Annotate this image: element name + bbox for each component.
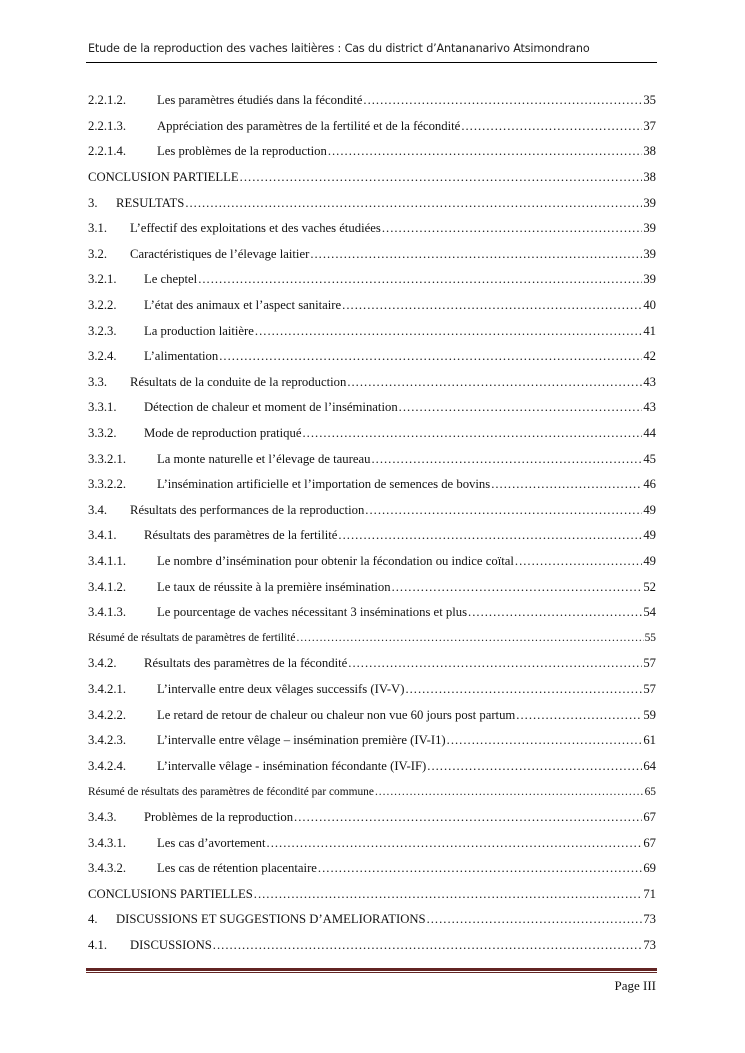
toc-entry-page: 38 [643, 170, 656, 185]
toc-entry-number: 3.4. [88, 502, 108, 517]
toc-entry-page: 59 [643, 707, 656, 722]
table-of-contents [88, 88, 656, 958]
toc-entry-title: L’effectif des exploitations et des vaches étudiées [130, 221, 381, 236]
toc-entry-title: L’alimentation [144, 349, 219, 364]
page-number: Page III [614, 978, 656, 993]
toc-entry-number: 3.4.2. [88, 656, 117, 671]
toc-entry-page: 61 [643, 733, 656, 748]
toc-leader-dots [365, 503, 642, 518]
toc-entry-title: La monte naturelle et l’élevage de taureau [157, 451, 371, 466]
toc-entry[interactable] [88, 779, 656, 805]
toc-entry-page: 57 [643, 656, 656, 671]
toc-entry[interactable] [88, 114, 656, 140]
toc-entry-page: 57 [643, 681, 656, 696]
toc-entry-number: 3.3.2. [88, 426, 117, 441]
toc-entry-title: Résumé de résultats des paramètres de fécondité par commune [88, 785, 374, 798]
toc-leader-dots [296, 632, 643, 644]
toc-entry-page: 49 [643, 502, 656, 517]
toc-entry[interactable] [88, 907, 656, 933]
toc-entry-title: Le cheptel [144, 272, 198, 287]
toc-leader-dots [318, 861, 642, 876]
toc-entry[interactable] [88, 600, 656, 626]
toc-entry-page: 46 [643, 477, 656, 492]
toc-entry-title: Le nombre d’insémination pour obtenir la fécondation ou indice coïtal [157, 553, 514, 568]
toc-entry-number: 3.2.3. [88, 323, 117, 338]
toc-entry-title: Résultats des paramètres de la fertilité [144, 528, 338, 543]
toc-entry-number: 3.3. [88, 374, 108, 389]
toc-entry-number: 3.2.4. [88, 349, 117, 364]
toc-entry-number: 3.2. [88, 246, 108, 261]
toc-entry[interactable] [88, 498, 656, 524]
footer-rule [86, 968, 657, 971]
toc-entry[interactable] [88, 267, 656, 293]
toc-entry-page: 64 [643, 758, 656, 773]
toc-leader-dots [198, 272, 642, 287]
toc-entry-number: 3.2.1. [88, 272, 117, 287]
toc-entry[interactable] [88, 139, 656, 165]
toc-entry-title: L’état des animaux et l’aspect sanitaire [144, 298, 342, 313]
toc-entry-page: 52 [643, 579, 656, 594]
toc-entry-title: Le pourcentage de vaches nécessitant 3 inséminations et plus [157, 605, 468, 620]
toc-leader-dots [447, 733, 643, 748]
toc-entry-number: 3.4.3. [88, 809, 117, 824]
toc-entry-title: RESULTATS [116, 195, 185, 210]
toc-leader-dots [461, 119, 642, 134]
toc-entry[interactable] [88, 370, 656, 396]
toc-entry[interactable] [88, 421, 656, 447]
toc-entry[interactable] [88, 677, 656, 703]
toc-entry-number: 3.4.3.1. [88, 835, 127, 850]
toc-leader-dots [219, 349, 642, 364]
toc-entry-page: 73 [643, 937, 656, 952]
toc-entry-page: 39 [643, 221, 656, 236]
running-header: Etude de la reproduction des vaches laitières : Cas du district d’Antananarivo Atsimondrano [88, 42, 590, 55]
toc-entry[interactable] [88, 523, 656, 549]
toc-leader-dots [375, 786, 644, 798]
toc-entry[interactable] [88, 881, 656, 907]
toc-leader-dots [347, 375, 642, 390]
toc-entry[interactable] [88, 293, 656, 319]
toc-entry-title: L’intervalle vêlage - insémination fécondante (IV-IF) [157, 758, 427, 773]
toc-entry[interactable] [88, 574, 656, 600]
toc-entry[interactable] [88, 318, 656, 344]
header-rule [86, 62, 657, 63]
toc-entry-page: 35 [643, 93, 656, 108]
toc-leader-dots [185, 196, 642, 211]
toc-entry-title: CONCLUSIONS PARTIELLES [88, 886, 253, 901]
toc-entry[interactable] [88, 625, 656, 651]
toc-leader-dots [427, 759, 642, 774]
toc-entry-title: Les problèmes de la reproduction [157, 144, 327, 159]
toc-entry-page: 71 [643, 886, 656, 901]
toc-entry-page: 39 [643, 195, 656, 210]
toc-entry[interactable] [88, 165, 656, 191]
toc-entry-title: Résumé de résultats de paramètres de fertilité [88, 632, 296, 645]
toc-entry-page: 45 [643, 451, 656, 466]
toc-leader-dots [328, 144, 642, 159]
toc-entry[interactable] [88, 395, 656, 421]
toc-entry-page: 37 [643, 118, 656, 133]
toc-entry-title: Appréciation des paramètres de la fertilité et de la fécondité [157, 118, 461, 133]
toc-entry-number: 3.4.1.2. [88, 579, 127, 594]
toc-leader-dots [491, 477, 642, 492]
toc-entry-number: 3. [88, 195, 98, 210]
toc-entry[interactable] [88, 651, 656, 677]
toc-leader-dots [392, 580, 643, 595]
toc-entry-number: 3.3.2.2. [88, 477, 127, 492]
toc-entry-title: Les cas de rétention placentaire [157, 861, 317, 876]
toc-entry-title: Le retard de retour de chaleur ou chaleur non vue 60 jours post partum [157, 707, 516, 722]
toc-entry[interactable] [88, 702, 656, 728]
toc-entry-number: 4.1. [88, 937, 108, 952]
toc-entry[interactable] [88, 344, 656, 370]
toc-leader-dots [382, 221, 642, 236]
toc-entry[interactable] [88, 856, 656, 882]
toc-entry-page: 55 [644, 632, 656, 645]
toc-entry-number: 3.4.2.3. [88, 733, 127, 748]
toc-entry-page: 39 [643, 246, 656, 261]
toc-leader-dots [255, 324, 642, 339]
toc-entry[interactable] [88, 88, 656, 114]
toc-leader-dots [213, 938, 643, 953]
toc-leader-dots [363, 93, 642, 108]
toc-entry-title: Résultats de la conduite de la reproduction [130, 374, 347, 389]
toc-entry-title: Mode de reproduction pratiqué [144, 426, 302, 441]
toc-entry-page: 40 [643, 298, 656, 313]
toc-leader-dots [348, 656, 642, 671]
toc-entry-title: L’intervalle entre deux vêlages successifs (IV-V) [157, 681, 405, 696]
toc-entry[interactable] [88, 216, 656, 242]
toc-entry-number: 3.4.3.2. [88, 861, 127, 876]
toc-leader-dots [338, 528, 642, 543]
toc-entry-number: 3.4.1.1. [88, 553, 127, 568]
toc-entry[interactable] [88, 446, 656, 472]
toc-entry-title: Détection de chaleur et moment de l’insémination [144, 400, 398, 415]
toc-leader-dots [371, 452, 642, 467]
toc-entry-title: Les cas d’avortement [157, 835, 266, 850]
toc-entry-title: La production laitière [144, 323, 254, 338]
toc-entry[interactable] [88, 933, 656, 959]
toc-entry-page: 73 [643, 912, 656, 927]
toc-entry[interactable] [88, 728, 656, 754]
toc-leader-dots [515, 554, 642, 569]
toc-entry-page: 42 [643, 349, 656, 364]
toc-entry-page: 39 [643, 272, 656, 287]
toc-entry-number: 2.2.1.2. [88, 93, 127, 108]
toc-entry-number: 3.3.1. [88, 400, 117, 415]
toc-entry-page: 49 [643, 553, 656, 568]
toc-entry-page: 49 [643, 528, 656, 543]
footer-rule-thin [86, 972, 657, 973]
toc-entry-title: L’insémination artificielle et l’importation de semences de bovins [157, 477, 491, 492]
toc-entry-title: Résultats des performances de la reproduction [130, 502, 365, 517]
toc-entry-title: Le taux de réussite à la première insémination [157, 579, 391, 594]
toc-entry[interactable] [88, 830, 656, 856]
toc-leader-dots [342, 298, 642, 313]
toc-entry-number: 3.4.2.1. [88, 681, 127, 696]
toc-entry-page: 43 [643, 400, 656, 415]
toc-entry-page: 67 [643, 835, 656, 850]
toc-entry-number: 3.1. [88, 221, 108, 236]
toc-entry-page: 67 [643, 809, 656, 824]
toc-leader-dots [405, 682, 642, 697]
toc-entry-title: L’intervalle entre vêlage – insémination première (IV-I1) [157, 733, 446, 748]
toc-entry[interactable] [88, 753, 656, 779]
toc-entry[interactable] [88, 242, 656, 268]
toc-leader-dots [310, 247, 642, 262]
toc-entry-number: 2.2.1.4. [88, 144, 127, 159]
toc-entry-number: 3.2.2. [88, 298, 117, 313]
toc-entry-title: Résultats des paramètres de la fécondité [144, 656, 348, 671]
toc-leader-dots [294, 810, 642, 825]
toc-entry-page: 44 [643, 426, 656, 441]
toc-leader-dots [516, 708, 642, 723]
toc-entry-page: 43 [643, 374, 656, 389]
toc-leader-dots [468, 605, 642, 620]
toc-entry-page: 38 [643, 144, 656, 159]
toc-entry[interactable] [88, 190, 656, 216]
toc-entry-number: 3.4.1. [88, 528, 117, 543]
toc-entry-title: Les paramètres étudiés dans la fécondité [157, 93, 363, 108]
toc-entry[interactable] [88, 805, 656, 831]
toc-entry-number: 3.3.2.1. [88, 451, 127, 466]
toc-entry-number: 3.4.2.2. [88, 707, 127, 722]
toc-entry-page: 69 [643, 861, 656, 876]
toc-entry-number: 2.2.1.3. [88, 118, 127, 133]
toc-entry-page: 41 [643, 323, 656, 338]
toc-leader-dots [427, 912, 643, 927]
toc-entry-number: 3.4.2.4. [88, 758, 127, 773]
toc-entry-page: 65 [644, 785, 656, 798]
toc-leader-dots [254, 887, 643, 902]
toc-entry[interactable] [88, 549, 656, 575]
toc-entry-title: DISCUSSIONS ET SUGGESTIONS D’AMELIORATIONS [116, 912, 426, 927]
toc-leader-dots [267, 836, 643, 851]
toc-entry-title: CONCLUSION PARTIELLE [88, 170, 239, 185]
toc-entry-page: 54 [643, 605, 656, 620]
toc-leader-dots [399, 400, 643, 415]
toc-entry[interactable] [88, 472, 656, 498]
toc-leader-dots [303, 426, 643, 441]
toc-entry-title: Problèmes de la reproduction [144, 809, 294, 824]
toc-entry-title: DISCUSSIONS [130, 937, 212, 952]
toc-entry-title: Caractéristiques de l’élevage laitier [130, 246, 310, 261]
toc-entry-number: 4. [88, 912, 98, 927]
toc-leader-dots [240, 170, 643, 185]
toc-entry-number: 3.4.1.3. [88, 605, 127, 620]
